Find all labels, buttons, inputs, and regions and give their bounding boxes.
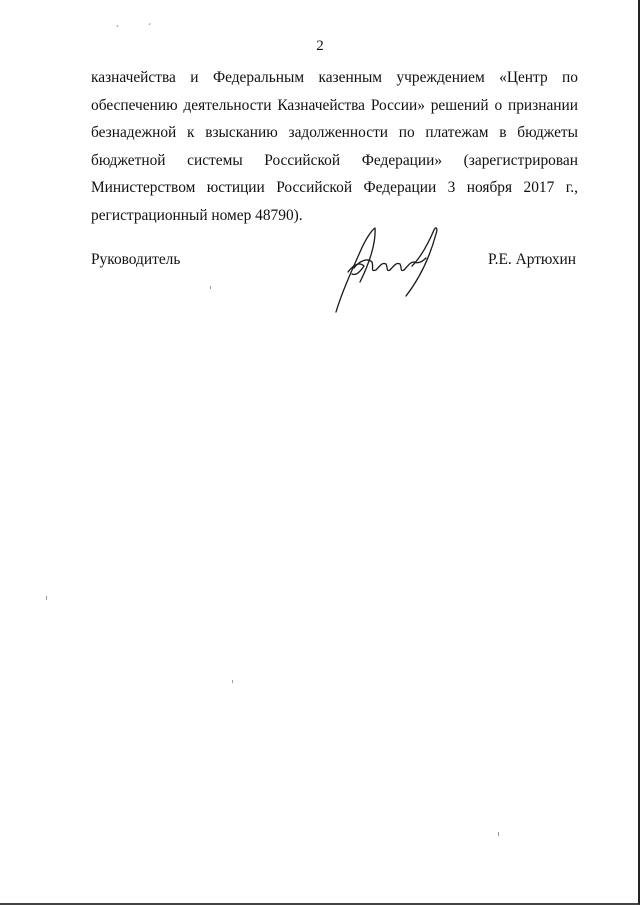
body-line: бюджетной системы Российской Федерации» (зарегистрирован [91,151,578,169]
body-line: обеспечению деятельности Казначейства России» решений о признании [91,96,578,114]
signer-title: Руководитель [91,251,181,268]
scan-speck [46,596,47,600]
body-line: казначейства и Федеральным казенным учреждением «Центр по [91,69,578,86]
scan-speck [498,832,499,836]
page-number: 2 [316,38,324,54]
body-paragraph [91,64,578,229]
handwritten-signature [330,222,440,317]
scan-speck [210,286,211,289]
signer-name: Р.Е. Артюхин [488,251,576,268]
scan-artifact: ˋ [116,24,119,34]
scan-speck [232,680,233,683]
body-line: регистрационный номер 48790). [91,206,303,224]
body-line: Министерством юстиции Российской Федерации 3 ноября 2017 г., [91,179,578,196]
body-line: безнадежной к взысканию задолженности по платежам в бюджеты [91,124,578,141]
scan-artifact: ˊ [148,22,151,32]
